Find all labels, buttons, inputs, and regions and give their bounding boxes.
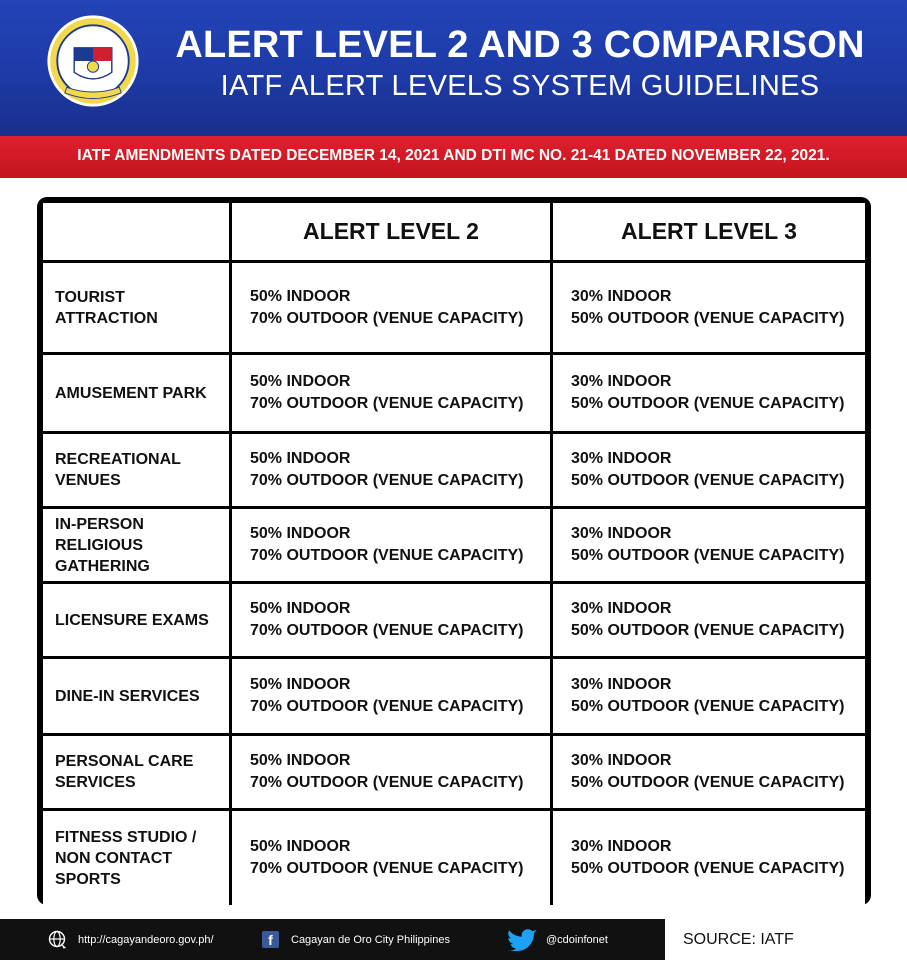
- outdoor-capacity: 50% OUTDOOR (VENUE CAPACITY): [571, 860, 845, 877]
- indoor-capacity: 30% INDOOR: [571, 838, 672, 855]
- row-label: RECREATIONAL VENUES: [43, 434, 229, 506]
- row-label: LICENSURE EXAMS: [43, 584, 229, 656]
- indoor-capacity: 50% INDOOR: [250, 525, 351, 542]
- indoor-capacity: 30% INDOOR: [571, 676, 672, 693]
- indoor-capacity: 50% INDOOR: [250, 752, 351, 769]
- header-alert-level-2: ALERT LEVEL 2: [232, 203, 550, 260]
- alert-level-3-value: [553, 659, 865, 733]
- alert-level-3-value: [553, 509, 865, 581]
- indoor-capacity: 30% INDOOR: [571, 373, 672, 390]
- alert-level-2-value: [232, 263, 550, 352]
- row-label: FITNESS STUDIO / NON CONTACT SPORTS: [43, 811, 229, 905]
- indoor-capacity: 50% INDOOR: [250, 838, 351, 855]
- source-label: SOURCE: IATF: [683, 931, 794, 948]
- page-title: ALERT LEVEL 2 AND 3 COMPARISON: [175, 24, 865, 66]
- row-label: AMUSEMENT PARK: [43, 355, 229, 431]
- footer-twitter[interactable]: [508, 919, 608, 960]
- row-label: PERSONAL CARE SERVICES: [43, 736, 229, 808]
- alert-level-3-value: [553, 434, 865, 506]
- outdoor-capacity: 50% OUTDOOR (VENUE CAPACITY): [571, 622, 845, 639]
- outdoor-capacity: 70% OUTDOOR (VENUE CAPACITY): [250, 860, 524, 877]
- outdoor-capacity: 70% OUTDOOR (VENUE CAPACITY): [250, 395, 524, 412]
- indoor-capacity: 30% INDOOR: [571, 287, 672, 305]
- outdoor-capacity: 70% OUTDOOR (VENUE CAPACITY): [250, 547, 524, 564]
- outdoor-capacity: 50% OUTDOOR (VENUE CAPACITY): [571, 395, 845, 412]
- alert-level-2-value: [232, 434, 550, 506]
- outdoor-capacity: 70% OUTDOOR (VENUE CAPACITY): [250, 622, 524, 639]
- globe-icon: [48, 930, 68, 950]
- outdoor-capacity: 50% OUTDOOR (VENUE CAPACITY): [571, 547, 845, 564]
- indoor-capacity: 30% INDOOR: [571, 752, 672, 769]
- header-empty-cell: [43, 203, 229, 260]
- indoor-capacity: 50% INDOOR: [250, 600, 351, 617]
- amendment-text: IATF AMENDMENTS DATED DECEMBER 14, 2021 AND DTI MC NO. 21-41 DATED NOVEMBER 22, 2021.: [77, 147, 830, 164]
- header-alert-level-3: ALERT LEVEL 3: [553, 203, 865, 260]
- footer-facebook[interactable]: [262, 919, 450, 960]
- alert-level-2-value: [232, 355, 550, 431]
- alert-level-3-value: [553, 811, 865, 905]
- table-grid: [37, 197, 871, 905]
- outdoor-capacity: 50% OUTDOOR (VENUE CAPACITY): [571, 698, 845, 715]
- outdoor-capacity: 70% OUTDOOR (VENUE CAPACITY): [250, 698, 524, 715]
- indoor-capacity: 30% INDOOR: [571, 525, 672, 542]
- comparison-table: [37, 197, 871, 905]
- outdoor-capacity: 50% OUTDOOR (VENUE CAPACITY): [571, 472, 845, 489]
- alert-level-2-value: [232, 811, 550, 905]
- alert-level-2-value: [232, 736, 550, 808]
- page-subtitle: IATF ALERT LEVELS SYSTEM GUIDELINES: [220, 70, 820, 102]
- alert-level-3-value: [553, 736, 865, 808]
- outdoor-capacity: 70% OUTDOOR (VENUE CAPACITY): [250, 774, 524, 791]
- row-label: TOURIST ATTRACTION: [43, 263, 229, 352]
- outdoor-capacity: 70% OUTDOOR (VENUE CAPACITY): [250, 472, 524, 489]
- alert-level-3-value: [553, 355, 865, 431]
- indoor-capacity: 30% INDOOR: [571, 450, 672, 467]
- indoor-capacity: 50% INDOOR: [250, 373, 351, 390]
- outdoor-capacity: 70% OUTDOOR (VENUE CAPACITY): [250, 309, 524, 327]
- alert-level-2-value: [232, 659, 550, 733]
- alert-level-3-value: [553, 584, 865, 656]
- alert-level-2-value: [232, 509, 550, 581]
- row-label: DINE-IN SERVICES: [43, 659, 229, 733]
- alert-level-2-value: [232, 584, 550, 656]
- twitter-handle[interactable]: @cdoinfonet: [546, 933, 608, 946]
- footer-website[interactable]: [48, 919, 214, 960]
- facebook-icon: f: [262, 931, 279, 948]
- outdoor-capacity: 50% OUTDOOR (VENUE CAPACITY): [571, 774, 845, 791]
- indoor-capacity: 50% INDOOR: [250, 287, 351, 305]
- row-label: IN-PERSON RELIGIOUS GATHERING: [43, 509, 229, 581]
- indoor-capacity: 50% INDOOR: [250, 450, 351, 467]
- facebook-link[interactable]: Cagayan de Oro City Philippines: [291, 933, 450, 946]
- website-link[interactable]: http://cagayandeoro.gov.ph/: [78, 933, 214, 946]
- indoor-capacity: 50% INDOOR: [250, 676, 351, 693]
- alert-level-3-value: [553, 263, 865, 352]
- header-banner: [0, 0, 907, 136]
- outdoor-capacity: 50% OUTDOOR (VENUE CAPACITY): [571, 309, 845, 327]
- twitter-icon: [508, 929, 538, 951]
- city-seal-icon: [46, 14, 140, 108]
- footer-bar: [0, 919, 665, 960]
- indoor-capacity: 30% INDOOR: [571, 600, 672, 617]
